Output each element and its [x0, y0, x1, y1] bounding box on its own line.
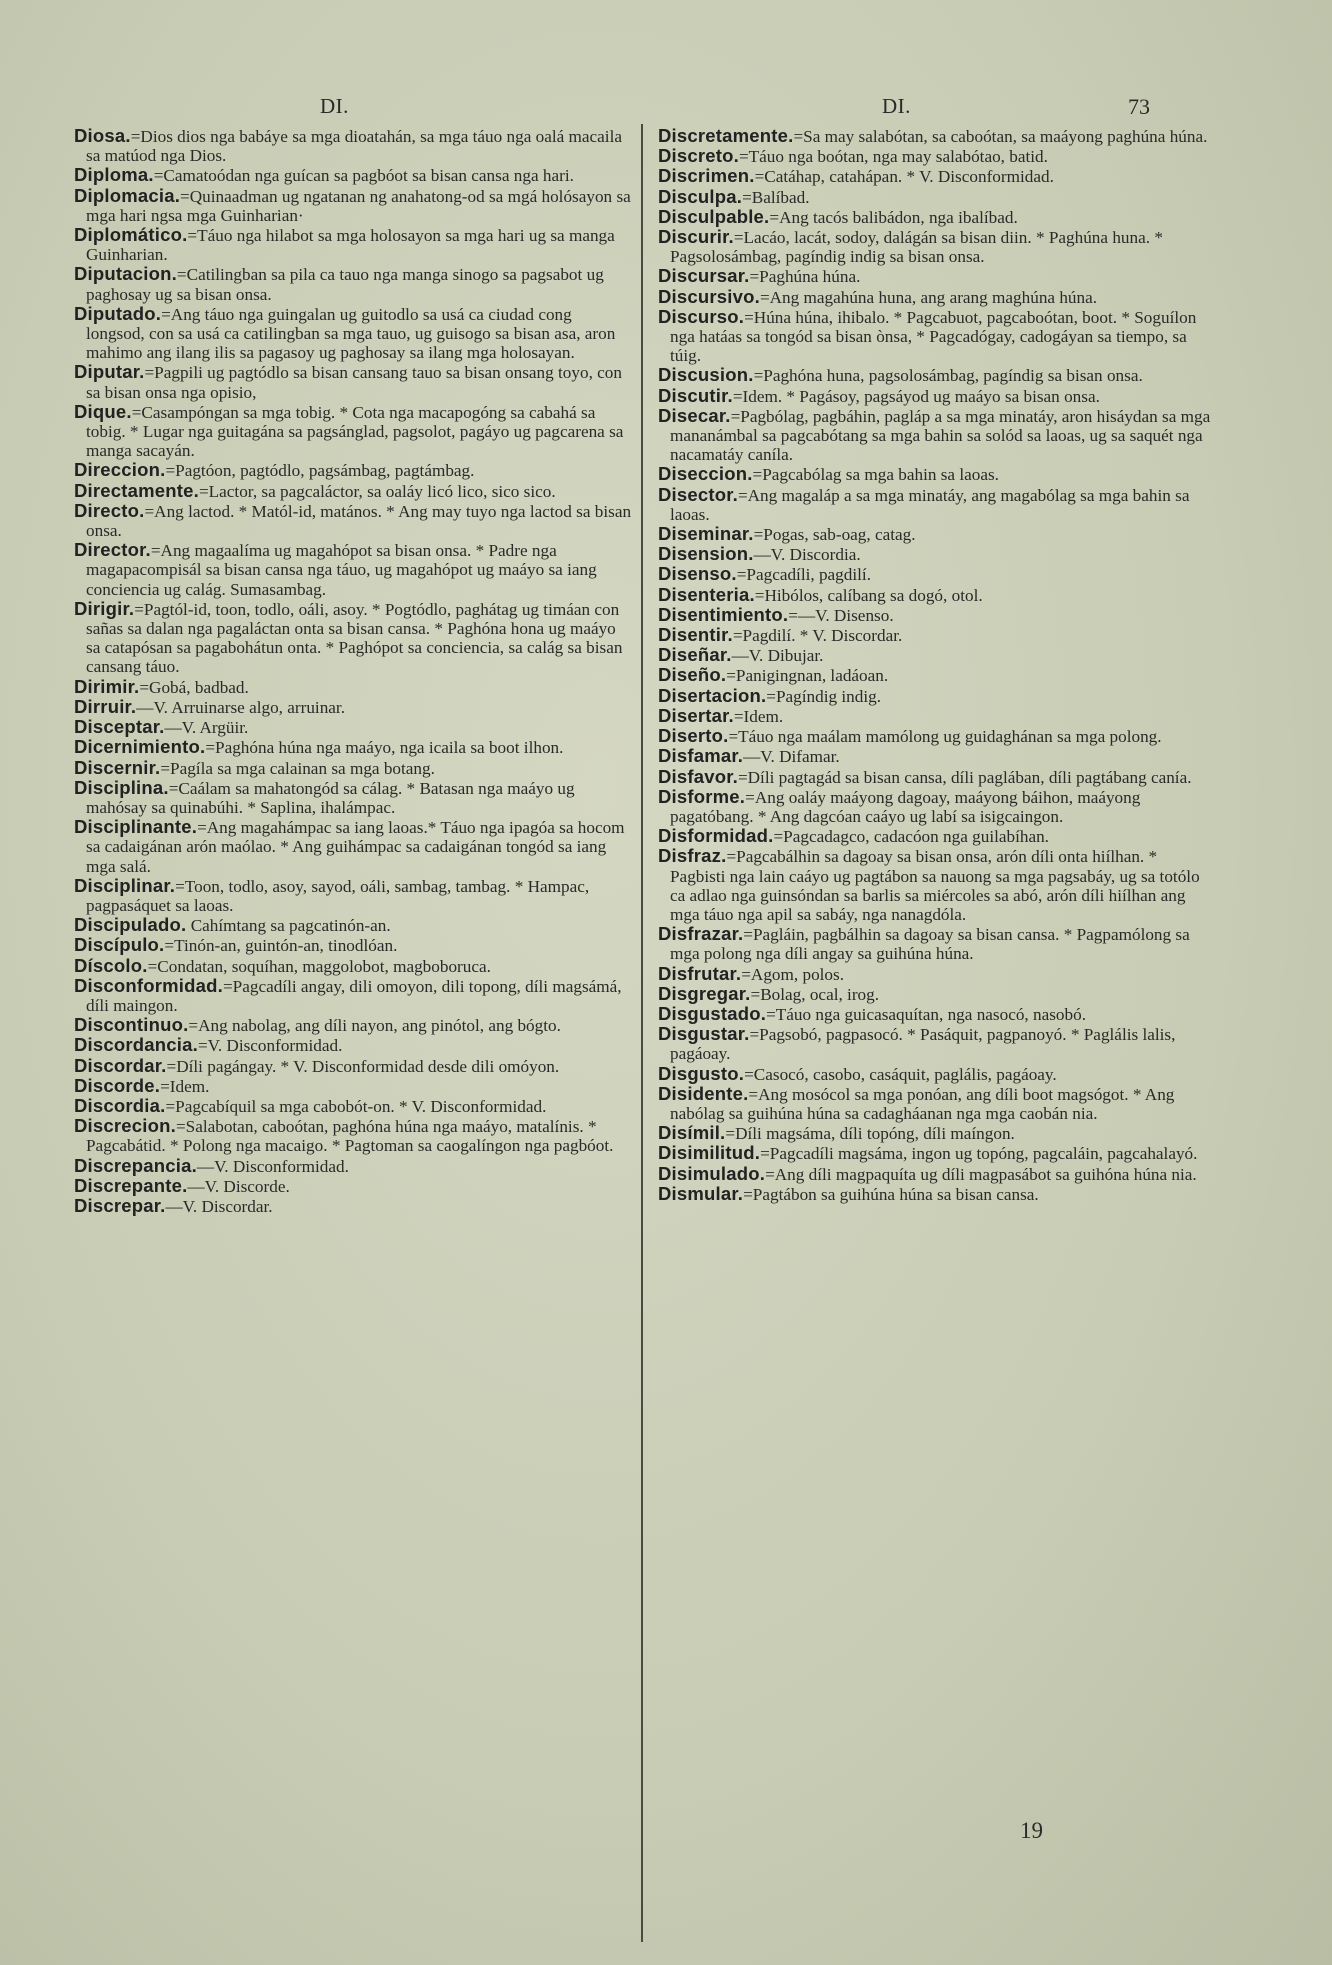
entry-definition: =Agom, polos.	[741, 964, 845, 984]
column-divider	[641, 124, 643, 1942]
entry-headword: Disgustar.	[658, 1023, 750, 1045]
entry-headword: Diputacion.	[74, 263, 177, 285]
entry-headword: Disecar.	[658, 404, 731, 426]
entry-definition: =Pagíla sa mga calainan sa mga botang.	[160, 758, 435, 778]
entry-definition: =Sa may salabótan, sa caboótan, sa maáyong paghúna húna.	[793, 127, 1208, 146]
entry-definition: =Pagsobó, pagpasocó. * Pasáquit, pagpanoyó. * Paglális lalis, pagáoay.	[670, 1025, 1176, 1064]
entry-headword: Disertar.	[658, 704, 734, 726]
entry-headword: Discipulado.	[74, 914, 187, 936]
entry-headword: Discrimen.	[658, 165, 755, 187]
entry-definition: =Ang lactod. * Matól-id, matános. * Ang may tuyo nga lactod sa bisan onsa.	[86, 501, 632, 541]
entry-definition: —V. Discorde.	[187, 1176, 290, 1196]
entry-headword: Discípulo.	[74, 934, 165, 956]
entry-headword: Discursivo.	[658, 285, 760, 307]
dictionary-entry	[74, 599, 634, 677]
entry-definition: =Pagcadíli magsáma, ingon ug topóng, pagcaláin, pagcahalayó.	[760, 1144, 1198, 1164]
dictionary-entry	[658, 386, 1214, 406]
entry-definition: =Ang mosócol sa mga ponóan, ang díli boot magsógot. * Ang nabólag sa guihúna húna sa cadagháanan nga mga caobán nia.	[670, 1084, 1175, 1123]
dictionary-entry	[74, 717, 634, 737]
entry-headword: Diosa.	[74, 125, 131, 146]
dictionary-entry	[74, 697, 634, 717]
entry-definition: =Toon, todlo, asoy, sayod, oáli, sambag, tambag. * Hampac, pagpasáquet sa laoas.	[86, 876, 590, 915]
entry-headword: Discurso.	[658, 305, 745, 327]
dictionary-entry	[658, 406, 1214, 465]
entry-headword: Disector.	[658, 483, 738, 505]
entry-definition: =Táuo nga maálam mamólong ug guidaghánan sa mga polong.	[728, 727, 1162, 747]
dictionary-entry	[658, 207, 1214, 227]
entry-headword: Disconformidad.	[74, 974, 223, 996]
dictionary-entry	[658, 146, 1214, 166]
dictionary-entry	[658, 365, 1214, 385]
entry-definition: =Ang oaláy maáyong dagoay, maáyong báihon, maáyong pagatóbang. * Ang dagcóan caáyo ug labí sa isigcaingon.	[670, 787, 1141, 826]
dictionary-entry	[74, 817, 634, 876]
dictionary-entry	[74, 1116, 634, 1155]
dictionary-entry	[74, 915, 634, 935]
entry-headword: Diploma.	[74, 164, 154, 186]
dictionary-entry	[658, 485, 1214, 524]
entry-headword: Disension.	[658, 543, 754, 565]
entry-definition: =Tinón-an, guintón-an, tinodlóan.	[164, 936, 398, 956]
entry-definition: =Táuo nga guicasaquítan, nga nasocó, nasobó.	[766, 1004, 1087, 1024]
dictionary-entry	[74, 1196, 634, 1216]
entry-headword: Disciplinante.	[74, 816, 198, 838]
right-column	[658, 126, 1214, 1204]
dictionary-entry	[74, 1156, 634, 1176]
entry-definition: =Ang nabolag, ang díli nayon, ang pinótol, ang bógto.	[188, 1016, 561, 1036]
entry-definition: =Ang magaalíma ug magahópot sa bisan onsa. * Padre nga magapacompisál sa bisan cansa nga táuo, ug magahópot ug maáyo sa iang conciencia ug calág. Sumasambag.	[86, 541, 597, 599]
entry-headword: Disciplina.	[74, 776, 169, 798]
dictionary-entry	[658, 1024, 1214, 1063]
entry-definition: =Balíbad.	[742, 187, 810, 207]
dictionary-entry	[74, 737, 634, 757]
entry-definition: —V. Arruinarse algo, arruinar.	[136, 697, 346, 717]
entry-definition: =Casocó, casobo, casáquit, paglális, pagáoay.	[744, 1064, 1057, 1084]
entry-headword: Disfamar.	[658, 745, 744, 767]
entry-definition: —V. Difamar.	[743, 747, 840, 767]
entry-definition: =Paghúna húna.	[749, 267, 861, 287]
dictionary-entry	[74, 540, 634, 599]
entry-definition: =Pagdilí. * V. Discordar.	[732, 626, 903, 646]
dictionary-entry	[74, 876, 634, 915]
entry-definition: =Pagtól-id, toon, todlo, oáli, asoy. * Pogtódlo, paghátag ug timáan con sañas sa dalan nga pagaláctan onta sa bisan cansa. * Paghóna hona ug maáyo sa catapósan sa pagabohátun onta. * Paghópot sa conciencia, sa calág sa bisan cansang táuo.	[86, 599, 623, 677]
entry-definition: =Húna húna, ihibalo. * Pagcabuot, pagcaboótan, boot. * Soguílon nga hatáas sa tongód sa bisan ònsa, * Pagcadógay, cadogáyan sa tiempo, sa túig.	[670, 307, 1197, 366]
dictionary-entry	[74, 165, 634, 185]
entry-definition: =Pagtóon, pagtódlo, pagsámbag, pagtámbag.	[165, 461, 475, 481]
entry-definition: —V. Disconformidad.	[196, 1156, 349, 1176]
entry-headword: Disfrazar.	[658, 923, 744, 945]
entry-headword: Director.	[74, 539, 151, 561]
dictionary-entry	[74, 778, 634, 817]
entry-headword: Diseñar.	[658, 644, 732, 666]
entry-definition: =Idem.	[160, 1076, 210, 1096]
dictionary-entry	[658, 287, 1214, 307]
entry-definition: =Pagpili ug pagtódlo sa bisan cansang tauo sa bisan onsang toyo, con sa bisan onsa nga opisio,	[86, 363, 622, 402]
entry-definition: =V. Disconformidad.	[197, 1036, 343, 1056]
entry-definition: =Bolag, ocal, irog.	[750, 984, 880, 1004]
entry-definition: =Dios dios nga babáye sa mga dioatahán, sa mga táuo nga oalá macaila sa matúod nga Dios.	[86, 127, 622, 166]
entry-definition: =Pagcadíli angay, dili omoyon, dili topong, díli magsámá, díli maingon.	[86, 976, 622, 1015]
dictionary-entry	[74, 758, 634, 778]
entry-headword: Disertacion.	[658, 684, 767, 706]
entry-headword: Discorde.	[74, 1074, 161, 1096]
entry-headword: Disgustado.	[658, 1002, 767, 1024]
dictionary-entry	[74, 1015, 634, 1035]
dictionary-entry	[74, 264, 634, 303]
entry-headword: Diserto.	[658, 725, 729, 747]
entry-headword: Discursar.	[658, 265, 750, 287]
signature-mark: 19	[1020, 1818, 1043, 1843]
dictionary-entry	[658, 464, 1214, 484]
dictionary-entry	[658, 544, 1214, 564]
entry-headword: Directo.	[74, 499, 145, 521]
entry-definition: =Táuo nga boótan, nga may salabótao, batid.	[738, 147, 1048, 167]
dictionary-entry	[658, 266, 1214, 286]
entry-definition: =Paghóna húna nga maáyo, nga icaila sa boot ilhon.	[205, 738, 564, 758]
dictionary-entry	[658, 1084, 1214, 1123]
dictionary-entry	[74, 1176, 634, 1196]
entry-definition: =Salabotan, caboótan, paghóna húna nga maáyo, matalínis. * Pagcabátid. * Polong nga macaigo. * Pagtoman sa caogalíngon nga pagbóot.	[86, 1117, 614, 1156]
page-number: 73	[1128, 94, 1150, 119]
entry-headword: Diputado.	[74, 302, 162, 324]
dictionary-entry	[74, 460, 634, 480]
entry-headword: Disentimiento.	[658, 603, 789, 625]
dictionary-entry	[74, 1076, 634, 1096]
entry-headword: Disentir.	[658, 624, 733, 646]
dictionary-entry	[658, 767, 1214, 787]
entry-headword: Discordia.	[74, 1094, 166, 1116]
entry-headword: Diseccion.	[658, 463, 753, 485]
entry-headword: Disformidad.	[658, 825, 774, 847]
entry-definition: Cahímtang sa pagcatinón-an.	[186, 916, 391, 936]
entry-headword: Discernir.	[74, 756, 161, 778]
entry-headword: Disenteria.	[658, 583, 755, 605]
dictionary-entry	[74, 1096, 634, 1116]
entry-definition: =Ang magahámpac sa iang laoas.* Táuo nga ipagóa sa hocom sa cadaigánan arón maólao. * Ang guihámpac sa cadaigánan tongód sa iang mga salá.	[86, 818, 625, 876]
entry-definition: =Lacáo, lacát, sodoy, dalágán sa bisan diin. * Paghúna huna. * Pagsolosámbag, pagíndig indig sa bisan onsa.	[670, 228, 1163, 267]
entry-definition: =Pagtábon sa guihúna húna sa bisan cansa.	[743, 1184, 1039, 1204]
dictionary-entry	[74, 481, 634, 501]
entry-definition: =Díli magsáma, díli topóng, díli maíngon.	[725, 1124, 1015, 1144]
dictionary-entry	[658, 1123, 1214, 1143]
entry-headword: Discutir.	[658, 384, 733, 406]
dictionary-entry	[658, 665, 1214, 685]
dictionary-entry	[658, 564, 1214, 584]
entry-definition: =Táuo nga hilabot sa mga holosayon sa mga hari ug sa manga Guinharian.	[86, 226, 615, 265]
dictionary-entry	[74, 501, 634, 540]
entry-definition: =Ang díli magpaquíta ug díli magpasábot sa guihóna húna nia.	[765, 1164, 1197, 1184]
entry-headword: Disimilitud.	[658, 1142, 761, 1164]
dictionary-entry	[74, 362, 634, 401]
entry-headword: Disfraz.	[658, 845, 727, 867]
left-column	[74, 126, 634, 1216]
entry-headword: Dismular.	[658, 1182, 744, 1204]
dictionary-entry	[74, 956, 634, 976]
entry-headword: Directamente.	[74, 479, 199, 501]
dictionary-entry	[658, 166, 1214, 186]
dictionary-entry	[658, 1143, 1214, 1163]
entry-definition: —V. Discordar.	[165, 1196, 273, 1216]
entry-headword: Disciplinar.	[74, 874, 176, 896]
dictionary-entry	[658, 787, 1214, 826]
dictionary-entry	[658, 585, 1214, 605]
entry-definition: =Catilingban sa pila ca tauo nga manga sinogo sa pagsabot ug paghosay ug sa bisan onsa.	[86, 265, 604, 304]
dictionary-entry	[658, 625, 1214, 645]
entry-headword: Disculpa.	[658, 185, 743, 207]
entry-headword: Discretamente.	[658, 125, 794, 146]
entry-headword: Discurir.	[658, 226, 734, 248]
entry-definition: =Pagcabálhin sa dagoay sa bisan onsa, arón díli onta hiílhan. * Pagbisti nga lain caáyo ug pagtábon sa nauong sa mga pagsabáy, ug sa totólo ca adlao nga guinsóndan sa barlis sa miércoles sa abó, arón díli hiílhan ang mga táuo nga apil sa sabáy, nga nanagdóla.	[670, 847, 1200, 924]
entry-definition: =Pagíndig indig.	[766, 686, 882, 706]
entry-headword: Disenso.	[658, 563, 737, 585]
running-head-left: DI.	[320, 94, 349, 118]
entry-definition: =Pagcadíli, pagdilí.	[736, 565, 871, 585]
entry-definition: =Quinaadman ug ngatanan ng anahatong-od sa mgá holósayon sa mga hari ngsa mga Guinharian·	[86, 186, 631, 225]
entry-definition: =Pagcabólag sa mga bahin sa laoas.	[752, 465, 999, 485]
dictionary-entry	[658, 686, 1214, 706]
entry-definition: =Paghóna huna, pagsolosámbag, pagíndig sa bisan onsa.	[753, 366, 1143, 386]
entry-definition: =Condatan, soquíhan, maggolobot, magboboruca.	[147, 956, 491, 976]
entry-definition: —V. Argüir.	[164, 718, 249, 738]
entry-headword: Disculpable.	[658, 205, 770, 227]
entry-definition: =Pogas, sab-oag, catag.	[753, 525, 916, 545]
entry-headword: Diplomacia.	[74, 184, 181, 206]
entry-headword: Discusion.	[658, 364, 754, 386]
dictionary-entry	[658, 1064, 1214, 1084]
entry-headword: Disceptar.	[74, 716, 165, 738]
entry-headword: Discordar.	[74, 1054, 167, 1076]
entry-headword: Dique.	[74, 400, 132, 422]
entry-definition: =Caálam sa mahatongód sa cálag. * Batasan nga maáyo ug mahósay sa quinabúhi. * Saplina, ihalámpac.	[86, 778, 575, 817]
dictionary-entry	[658, 605, 1214, 625]
dictionary-entry	[658, 846, 1214, 924]
dictionary-entry	[658, 726, 1214, 746]
entry-headword: Dirruir.	[74, 695, 137, 717]
entry-headword: Disgusto.	[658, 1062, 745, 1084]
entry-definition: =Camatoódan nga guícan sa pagbóot sa bisan cansa nga hari.	[153, 166, 574, 186]
entry-headword: Discrepante.	[74, 1174, 188, 1196]
entry-definition: =Ang táuo nga guingalan ug guitodlo sa usá ca ciudad cong longsod, con sa usá ca catilingban sa mga tauo, ug guisogo sa bisan asa, aron mahimo ang ilang ilis sa pagasoy ug paghosay sa ilang mga holosayan.	[86, 304, 616, 363]
dictionary-entry	[74, 1056, 634, 1076]
entry-definition: =Ang magahúna huna, ang arang maghúna húna.	[759, 287, 1098, 307]
entry-definition: =Catáhap, catahápan. * V. Disconformidad.	[754, 167, 1054, 187]
dictionary-entry	[658, 924, 1214, 963]
dictionary-entry	[74, 304, 634, 363]
dictionary-entry	[74, 1035, 634, 1055]
entry-definition: =Panigingnan, ladáoan.	[726, 666, 889, 686]
entry-headword: Discrecion.	[74, 1115, 176, 1137]
entry-headword: Discordancia.	[74, 1034, 198, 1056]
dictionary-entry	[658, 1184, 1214, 1204]
dictionary-entry	[658, 746, 1214, 766]
entry-definition: =Ang tacós balibádon, nga ibalíbad.	[769, 207, 1018, 227]
entry-definition: =Idem.	[733, 706, 784, 726]
dictionary-entry	[74, 186, 634, 225]
dictionary-entry	[658, 1164, 1214, 1184]
entry-definition: =Pagláin, pagbálhin sa dagoay sa bisan cansa. * Pagpamólong sa mga polong nga díli angay sa guihúna húna.	[670, 925, 1190, 964]
entry-headword: Diplomático.	[74, 224, 188, 246]
dictionary-entry	[658, 645, 1214, 665]
dictionary-entry	[658, 964, 1214, 984]
entry-definition: =Pagcadagco, cadacóon nga guilabíhan.	[773, 827, 1049, 847]
dictionary-entry	[74, 225, 634, 264]
entry-headword: Diseminar.	[658, 523, 754, 545]
entry-definition: —V. Discordia.	[753, 545, 861, 565]
running-head-right: DI.	[882, 94, 911, 118]
dictionary-entry	[658, 307, 1214, 366]
entry-headword: Dirimir.	[74, 675, 140, 697]
dictionary-entry	[658, 706, 1214, 726]
entry-definition: =Díli pagángay. * V. Disconformidad desde dili omóyon.	[166, 1056, 560, 1076]
dictionary-entry	[74, 126, 634, 165]
entry-headword: Disímil.	[658, 1122, 726, 1144]
entry-definition: =Pagcabíquil sa mga cabobót-on. * V. Disconformidad.	[165, 1096, 547, 1116]
entry-headword: Disidente.	[658, 1082, 749, 1104]
entry-definition: =Lactor, sa pagcaláctor, sa oaláy licó lico, sico sico.	[198, 481, 556, 501]
dictionary-entry	[658, 227, 1214, 266]
entry-headword: Discontinuo.	[74, 1014, 189, 1036]
entry-headword: Disfavor.	[658, 765, 738, 787]
dictionary-entry	[658, 826, 1214, 846]
dictionary-entry	[658, 1004, 1214, 1024]
entry-definition: =—V. Disenso.	[788, 605, 894, 625]
dictionary-entry	[74, 976, 634, 1015]
entry-headword: Disfrutar.	[658, 962, 742, 984]
dictionary-entry	[658, 126, 1214, 146]
entry-headword: Disimulado.	[658, 1162, 766, 1184]
dictionary-entry	[658, 187, 1214, 207]
entry-definition: =Pagbólag, pagbáhin, pagláp a sa mga minatáy, aron hisáydan sa mga mananámbal sa pagcabótang sa mga bahin sa solód sa laoas, ug sa saquét nga nacamatáy caníla.	[670, 406, 1211, 465]
entry-headword: Dicernimiento.	[74, 736, 206, 758]
entry-definition: =Idem. * Pagásoy, pagsáyod ug maáyo sa bisan onsa.	[732, 386, 1100, 406]
entry-headword: Discrepar.	[74, 1194, 166, 1216]
entry-definition: =Díli pagtagád sa bisan cansa, díli paglában, díli pagtábang canía.	[737, 767, 1192, 787]
entry-headword: Disforme.	[658, 785, 746, 807]
entry-definition: =Hibólos, calíbang sa dogó, otol.	[754, 585, 983, 605]
entry-headword: Discrepancia.	[74, 1154, 197, 1176]
entry-headword: Discreto.	[658, 145, 739, 167]
entry-headword: Díscolo.	[74, 954, 148, 976]
dictionary-entry	[658, 524, 1214, 544]
dictionary-entry	[658, 984, 1214, 1004]
entry-headword: Disgregar.	[658, 982, 751, 1004]
dictionary-entry	[74, 935, 634, 955]
entry-definition: =Ang magaláp a sa mga minatáy, ang magabólag sa mga bahin sa laoas.	[670, 485, 1190, 524]
entry-headword: Dirigir.	[74, 597, 135, 619]
dictionary-entry	[74, 677, 634, 697]
entry-headword: Direccion.	[74, 459, 166, 481]
entry-definition: —V. Dibujar.	[731, 646, 824, 666]
entry-definition: =Gobá, badbad.	[139, 677, 249, 697]
entry-headword: Diseño.	[658, 664, 727, 686]
entry-headword: Diputar.	[74, 361, 145, 383]
dictionary-entry	[74, 402, 634, 461]
entry-definition: =Casampóngan sa mga tobig. * Cota nga macapogóng sa cabahá sa tobig. * Lugar nga guitagána sa pagsánglad, pagsolot, pagáyo ug pagcarena sa manga sacayán.	[86, 402, 624, 461]
